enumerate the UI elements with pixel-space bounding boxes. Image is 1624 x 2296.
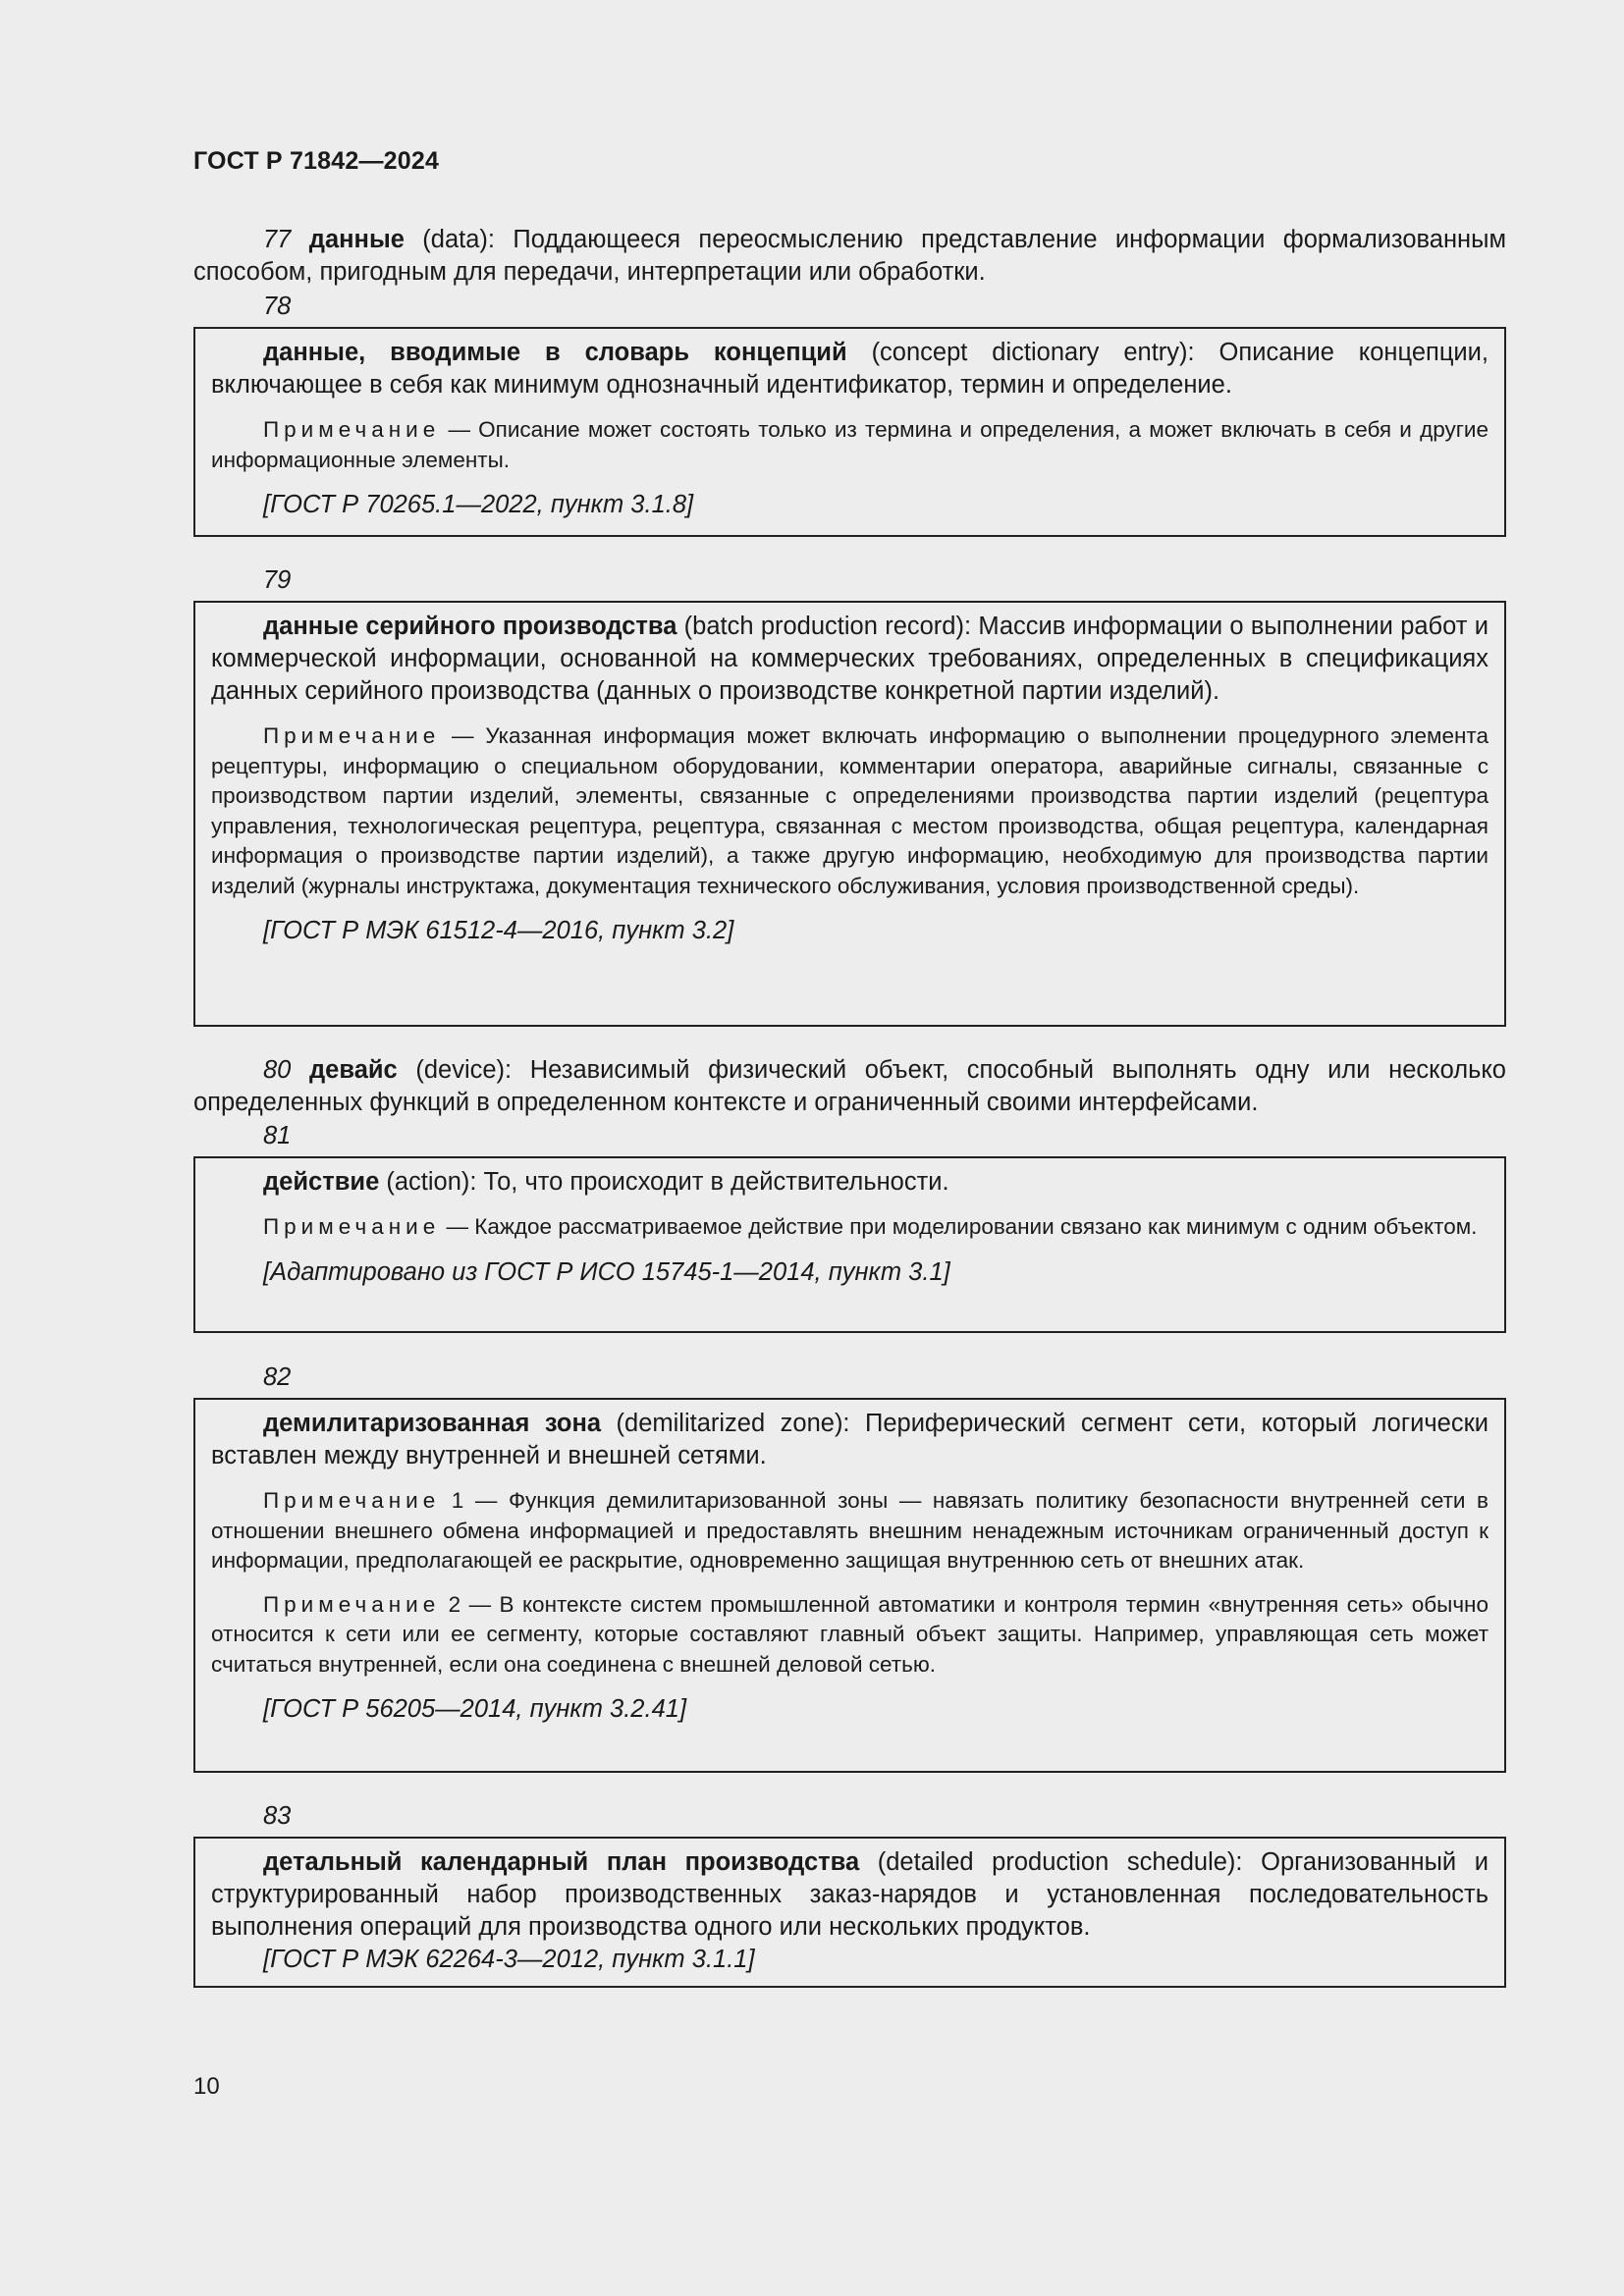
note-label: Примечание xyxy=(263,417,441,442)
note-label: Примечание xyxy=(263,723,441,748)
note-label: Примечание xyxy=(263,1488,441,1513)
source-reference: [ГОСТ Р МЭК 62264-3—2012, пункт 3.1.1] xyxy=(263,1946,755,1973)
entry-box-81 xyxy=(193,1156,1506,1333)
entry-number-81: 81 xyxy=(263,1122,292,1149)
note-label: Примечание xyxy=(263,1591,441,1617)
entry-box-78 xyxy=(193,327,1506,537)
term: демилитаризованная зона xyxy=(263,1410,602,1437)
note xyxy=(211,721,1489,901)
note-label: Примечание xyxy=(263,1214,441,1239)
entry-number-79: 79 xyxy=(263,566,292,594)
note-text: 2 — В контексте систем промышленной автоматики и контроля термин «внутренняя сеть» обычно относится к сети или ее сегменту, которые составляют главный объект защиты. Например, управляющая сеть может считаться внутренней, если она соединена с внешней деловой сетью. xyxy=(211,1591,1489,1677)
definition xyxy=(211,1166,1489,1199)
definition xyxy=(211,611,1489,708)
definition: (device): Независимый физический объект, способный выполнять одну или несколько определенных функций в определенном контексте и ограниченный своими интерфейсами. xyxy=(193,1056,1506,1116)
definition: (data): Поддающееся переосмыслению представление информации формализованным способом, пригодным для передачи, интерпретации или обработки. xyxy=(193,226,1506,286)
term: данные xyxy=(308,226,405,253)
note-text: — Каждое рассматриваемое действие при моделировании связано как минимум с одним объектом. xyxy=(440,1214,1478,1239)
definition-text: (concept dictionary entry): Описание концепции, включающее в себя как минимум однозначный идентификатор, термин и определение. xyxy=(211,339,1489,399)
source-reference: [Адаптировано из ГОСТ Р ИСО 15745-1—2014, пункт 3.1] xyxy=(263,1257,950,1286)
entry-number: 80 xyxy=(263,1056,292,1084)
entry-box-83 xyxy=(193,1837,1506,1988)
note-2 xyxy=(211,1590,1489,1681)
entry-number-83: 83 xyxy=(263,1802,292,1830)
entry-box-79 xyxy=(193,601,1506,1027)
entry-77 xyxy=(193,224,1506,289)
document-header: ГОСТ Р 71842—2024 xyxy=(193,147,440,175)
note-text: — Описание может состоять только из термина и определения, а может включать в себя и другие информационные элементы. xyxy=(211,417,1489,472)
entry-box-82 xyxy=(193,1398,1506,1773)
note-1 xyxy=(211,1486,1489,1576)
entry-number: 77 xyxy=(263,226,292,253)
term: детальный календарный план производства xyxy=(263,1848,860,1876)
note-text: — Указанная информация может включать информацию о выполнении процедурного элемента рецептуры, информацию о специальном оборудовании, комментарии оператора, аварийные сигналы, связанные с производством партии изделий, элементы, связанные с определениями производства партии изделий (рецептура управления, технологическая рецептура, рецептура, связанная с местом производства, общая рецептура, календарная информация о производстве партии изделий), а также другую информацию, необходимую для производства партии изделий (журналы инструктажа, документация технического обслуживания, условия производственной среды). xyxy=(211,723,1489,898)
entry-80 xyxy=(193,1054,1506,1119)
definition xyxy=(211,1846,1489,1944)
page-number: 10 xyxy=(193,2073,220,2100)
definition-text: (detailed production schedule): Организованный и структурированный набор производственных заказ-нарядов и установленная последовательность выполнения операций для производства одного или нескольких продуктов. xyxy=(211,1848,1489,1941)
note-text: 1 — Функция демилитаризованной зоны — навязать политику безопасности внутренней сети в отношении внешнего обмена информацией и предоставлять внешним ненадежным источникам ограниченный доступ к информации, предполагающей ее раскрытие, одновременно защищая внутреннюю сеть от внешних атак. xyxy=(211,1488,1489,1573)
entry-number-82: 82 xyxy=(263,1363,292,1391)
source-reference: [ГОСТ Р 56205—2014, пункт 3.2.41] xyxy=(263,1695,687,1723)
term: данные серийного производства xyxy=(263,613,677,640)
source-reference: [ГОСТ Р МЭК 61512-4—2016, пункт 3.2] xyxy=(263,917,734,944)
term: данные, вводимые в словарь концепций xyxy=(263,339,847,366)
definition xyxy=(211,337,1489,401)
definition-text: (demilitarized zone): Периферический сегмент сети, который логически вставлен между внутренней и внешней сетями. xyxy=(211,1410,1489,1469)
note xyxy=(211,415,1489,475)
definition-text: (action): То, что происходит в действительности. xyxy=(379,1168,949,1196)
term: действие xyxy=(263,1168,380,1196)
term: девайс xyxy=(308,1056,398,1084)
definition xyxy=(211,1408,1489,1472)
source-reference: [ГОСТ Р 70265.1—2022, пункт 3.1.8] xyxy=(263,491,694,518)
entry-number-78: 78 xyxy=(263,293,292,320)
definition-text: (batch production record): Массив информации о выполнении работ и коммерческой информации, основанной на коммерческих требованиях, определенных в спецификациях данных серийного производства (данных о производстве конкретной партии изделий). xyxy=(211,613,1489,705)
note xyxy=(211,1212,1489,1243)
